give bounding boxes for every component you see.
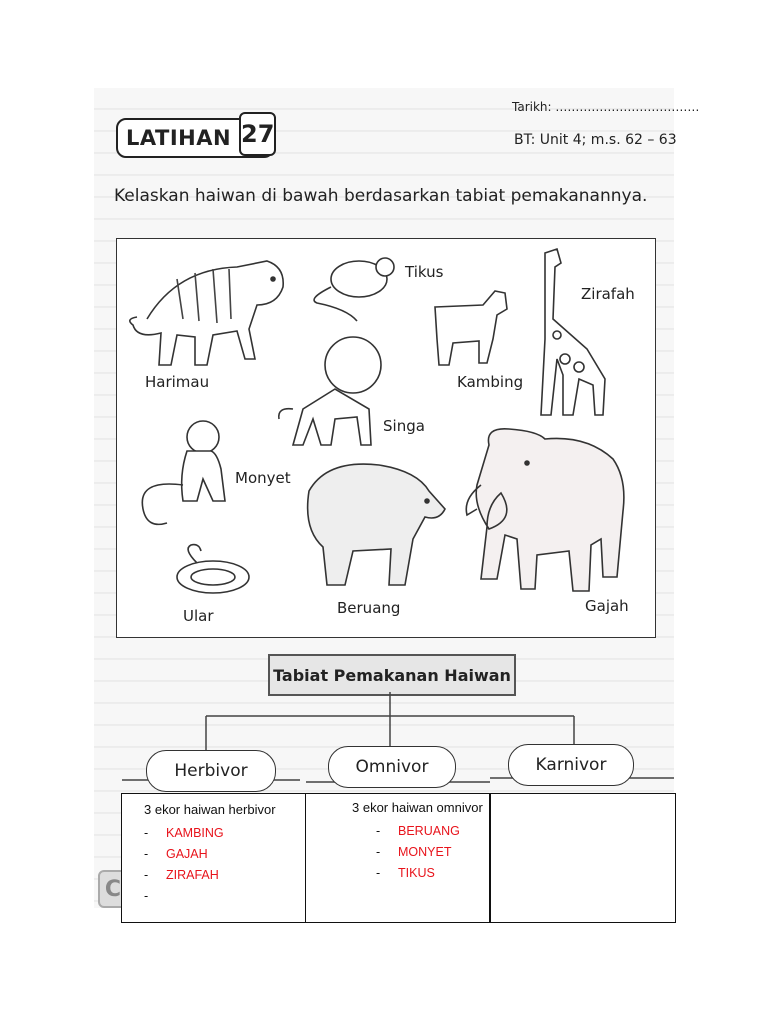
publisher-logo: C bbox=[98, 870, 128, 908]
list-item: - BERUANG bbox=[376, 824, 460, 838]
list-item: - GAJAH bbox=[144, 847, 208, 861]
answer-box-omnivor[interactable] bbox=[305, 793, 490, 923]
answer-heading-omnivor: 3 ekor haiwan omnivor bbox=[352, 800, 483, 815]
list-item: - KAMBING bbox=[144, 826, 224, 840]
list-item: - TIKUS bbox=[376, 866, 435, 880]
category-omnivor: Omnivor bbox=[328, 746, 456, 788]
answer-box-herbivor[interactable] bbox=[121, 793, 306, 923]
instruction-text: Kelaskan haiwan di bawah berdasarkan tabiat pemakanannya. bbox=[114, 186, 648, 206]
answer-heading-herbivor: 3 ekor haiwan herbivor bbox=[144, 802, 276, 817]
animal-label-singa: Singa bbox=[383, 417, 425, 435]
animal-label-kambing: Kambing bbox=[457, 373, 524, 391]
latihan-label: LATIHAN bbox=[126, 126, 232, 150]
chart-title: Tabiat Pemakanan Haiwan bbox=[268, 654, 516, 696]
answer-box-karnivor[interactable] bbox=[490, 793, 676, 923]
category-karnivor: Karnivor bbox=[508, 744, 634, 786]
list-item: - MONYET bbox=[376, 845, 452, 859]
animal-label-harimau: Harimau bbox=[145, 373, 210, 391]
list-item: - ZIRAFAH bbox=[144, 868, 219, 882]
animal-label-ular: Ular bbox=[183, 607, 214, 625]
date-field: Tarikh: ……………………………… bbox=[512, 100, 700, 114]
book-reference: BT: Unit 4; m.s. 62 – 63 bbox=[514, 132, 677, 148]
animal-label-zirafah: Zirafah bbox=[581, 285, 635, 303]
latihan-number: 27 bbox=[239, 112, 276, 156]
animal-label-tikus: Tikus bbox=[405, 263, 444, 281]
answer-list-omnivor bbox=[376, 824, 486, 887]
list-item: - bbox=[144, 889, 149, 903]
animal-label-beruang: Beruang bbox=[337, 599, 401, 617]
animal-label-gajah: Gajah bbox=[585, 597, 629, 615]
category-herbivor: Herbivor bbox=[146, 750, 276, 792]
animal-label-monyet: Monyet bbox=[235, 469, 291, 487]
answer-list-herbivor bbox=[144, 826, 294, 910]
